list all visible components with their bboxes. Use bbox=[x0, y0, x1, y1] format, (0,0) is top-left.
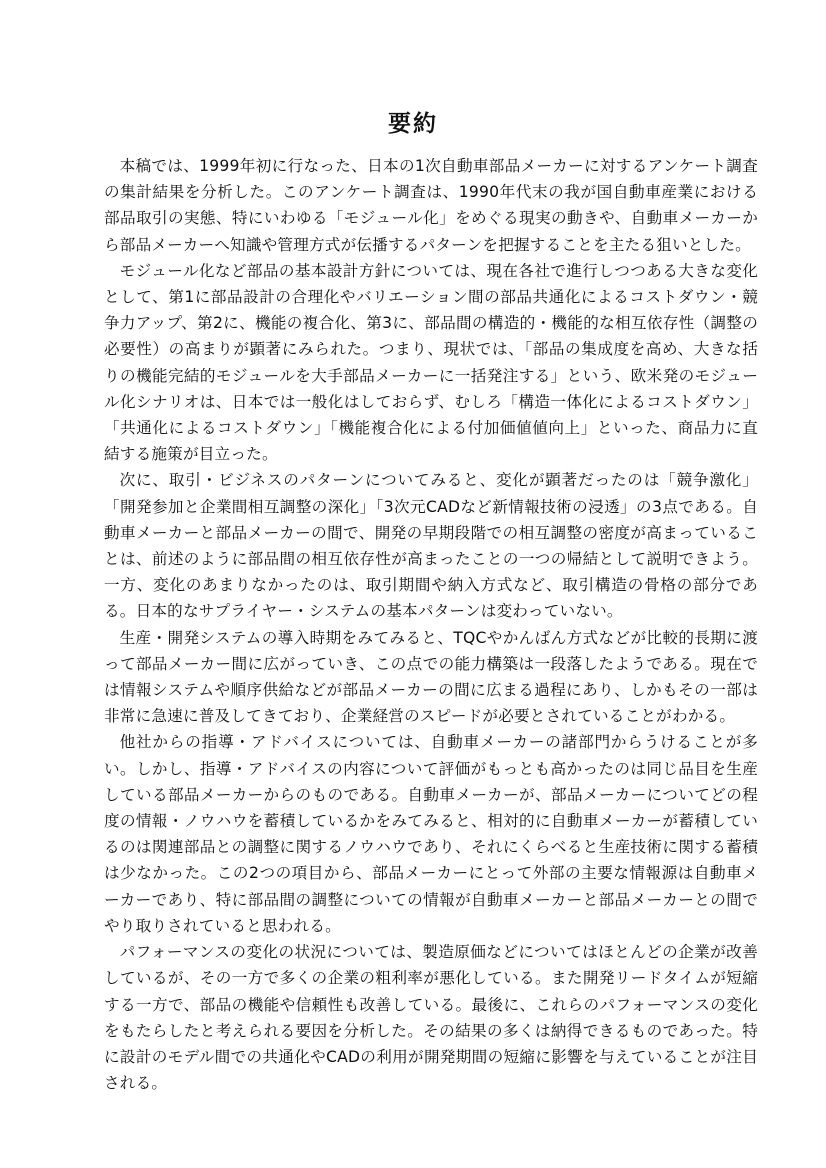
paragraph-6: パフォーマンスの変化の状況については、製造原価などについてはほとんどの企業が改善しているが、その一方で多くの企業の粗利率が悪化している。また開発リードタイムが短縮する一方で、部品の機能や信頼性も改善している。最後に、これらのパフォーマンスの変化をもたらしたと考えられる要因を分析した。その結果の多くは納得できるものであった。特に設計のモデル間での共通化やCADの利用が開発期間の短縮に影響を与えていることが注目される。 bbox=[104, 943, 758, 1093]
abstract-body bbox=[104, 153, 758, 1096]
page-title: 要約 bbox=[388, 111, 438, 138]
paragraph-1: 本稿では、1999年初に行なった、日本の1次自動車部品メーカーに対するアンケート調査の集計結果を分析した。このアンケート調査は、1990年代末の我が国自動車産業における部品取引の実態、特にいわゆる「モジュール化」をめぐる現実の動きや、自動車メーカーから部品メーカーへ知識や管理方式が伝播するパターンを把握することを主たる狙いとした。 bbox=[104, 157, 758, 254]
paragraph-3: 次に、取引・ビジネスのパターンについてみると、変化が顕著だったのは「競争激化」「開発参加と企業間相互調整の深化」「3次元CADなど新情報技術の浸透」の3点である。自動車メーカーと部品メーカーの間で、開発の早期段階での相互調整の密度が高まっていることは、前述のように部品間の相互依存性が高まったことの一つの帰結として説明できよう。一方、変化のあまりなかったのは、取引期間や納入方式など、取引構造の骨格の部分である。日本的なサプライヤー・システムの基本パターンは変わっていない。 bbox=[104, 471, 758, 621]
paragraph-4: 生産・開発システムの導入時期をみてみると、TQCやかんばん方式などが比較的長期に渡って部品メーカー間に広がっていき、この点での能力構築は一段落したようである。現在では情報システムや順序供給などが部品メーカーの間に広まる過程にあり、しかもその一部は非常に急速に普及してきており、企業経営のスピードが必要とされていることがわかる。 bbox=[104, 628, 758, 726]
paragraph-5: 他社からの指導・アドバイスについては、自動車メーカーの諸部門からうけることが多い。しかし、指導・アドバイスの内容について評価がもっとも高かったのは同じ品目を生産している部品メーカーからのものである。自動車メーカーが、部品メーカーについてどの程度の情報・ノウハウを蓄積しているかをみてみると、相対的に自動車メーカーが蓄積しているのは関連部品との調整に関するノウハウであり、それにくらべると生産技術に関する蓄積は少なかった。この2つの項目から、部品メーカーにとって外部の主要な情報源は自動車メーカーであり、特に部品間の調整についての情報が自動車メーカーと部品メーカーとの間でやり取りされていると思われる。 bbox=[104, 733, 758, 935]
paragraph-2: モジュール化など部品の基本設計方針については、現在各社で進行しつつある大きな変化として、第1に部品設計の合理化やバリエーション間の部品共通化によるコストダウン・競争力アップ、第2に、機能の複合化、第3に、部品間の構造的・機能的な相互依存性（調整の必要性）の高まりが顕著にみられた。つまり、現状では、「部品の集成度を高め、大きな括りの機能完結的モジュールを大手部品メーカーに一括発注する」という、欧米発のモジュール化シナリオは、日本では一般化はしておらず、むしろ「構造一体化によるコストダウン」「共通化によるコストダウン」「機能複合化による付加価値値向上」といった、商品力に直結する施策が目立った。 bbox=[104, 261, 758, 464]
